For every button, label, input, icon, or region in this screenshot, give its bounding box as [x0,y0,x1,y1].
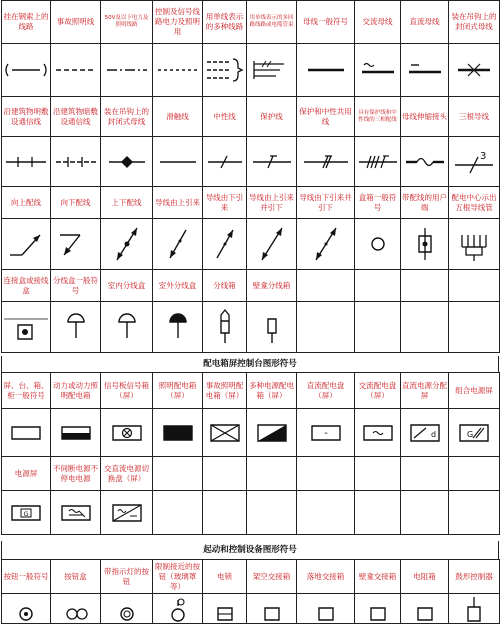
label-cell: 50V及以下电力及照明线路 [101,1,153,44]
label-cell: 限制接近的按钮（玻璃罩等） [153,560,203,594]
label-cell [203,457,247,491]
indoor-distribution-box-symbol [101,302,153,353]
label-cell: 沿建筑物暗敷设通信线 [51,97,101,137]
label-cell: 上下配线 [101,187,153,219]
label-cell [355,270,401,302]
label-cell: 室外分线盒 [153,270,203,302]
power-supply-panel-symbol [2,491,51,535]
label-cell: 交流配电盘（屏） [355,373,401,409]
label-cell: 交直流电源切换盘（屏） [101,457,153,491]
outdoor-distribution-box-symbol [153,302,203,353]
ac-busbar-symbol [355,44,401,97]
empty-cell [247,491,297,535]
label-cell: 保护和中性共用线 [297,97,355,137]
three-label: 3 [480,150,487,162]
label-cell: 滑触线 [153,97,203,137]
label-cell: 信号板信号箱（屏） [101,373,153,409]
table-row [2,187,500,219]
wiring-up-symbol [2,219,51,270]
indicator-button-symbol [101,594,153,624]
overhead-cross-box-symbol [247,594,297,624]
exposed-comm-line-symbol [2,137,51,187]
busbar-symbol [297,44,355,97]
label-cell [401,457,449,491]
box-general-symbol [355,219,401,270]
label-cell: 壁龛分线箱 [247,270,297,302]
multi-source-panel-symbol [247,409,297,457]
label-cell: 母线一般符号 [297,1,355,44]
distribution-cabinet-symbol [203,302,247,353]
label-cell: 用单线表示的多种线路 [203,1,247,44]
table-row [2,373,500,409]
busbar-expansion-joint-symbol [401,137,449,187]
g-label: G [23,509,29,518]
wiring-symbol-table [1,0,500,353]
label-cell: 挂在钢索上的线路 [2,1,51,44]
label-cell: 屏、台、箱、柜一般符号 [2,373,51,409]
low-voltage-line-symbol [101,44,153,97]
panel-symbol-table [1,372,500,535]
user-terminal-symbol [401,219,449,270]
label-cell: 落地交接箱 [297,560,355,594]
label-cell: 鼓形控制器 [449,560,500,594]
hook-busbar-symbol [101,137,153,187]
table-row [2,560,500,594]
label-cell: 盒箱一般符号 [355,187,401,219]
label-cell: 向下配线 [51,187,101,219]
label-cell: 装在吊钩上的封闭式母线 [449,1,500,44]
label-cell: 事故照明线 [51,1,101,44]
label-cell: 电源屏 [2,457,51,491]
neutral-line-symbol [203,137,247,187]
label-cell: 架空交接箱 [247,560,297,594]
lead-from-above-and-down-symbol [247,219,297,270]
table-row [2,302,500,353]
empty-cell [449,491,500,535]
button-box-symbol [51,594,101,624]
label-cell: 壁龛交接箱 [355,560,401,594]
button-symbol [2,594,51,624]
trolley-line-symbol [153,137,203,187]
table-row [2,457,500,491]
ac-dc-switch-panel-symbol [101,491,153,535]
control-symbol-table [1,559,500,624]
multi-circuit-symbol [247,44,297,97]
d-label: d [430,429,436,439]
drum-controller-symbol [449,594,500,624]
label-cell [297,457,355,491]
label-cell: 直流电源分配屏 [401,373,449,409]
label-cell: 不间断电源不停电电源 [51,457,101,491]
empty-cell [203,491,247,535]
table-row [2,491,500,535]
label-cell: 组合电源屏 [449,373,500,409]
label-cell: 多种电源配电箱（屏） [247,373,297,409]
pen-line-symbol [297,137,355,187]
label-cell [401,270,449,302]
label-cell: 动力或动力照明配电箱 [51,373,101,409]
restricted-button-symbol [153,594,203,624]
label-cell: 导线由下引来并引下 [297,187,355,219]
dc-busbar-symbol [401,44,449,97]
label-cell: 导线由上引来并引下 [247,187,297,219]
power-distribution-box-symbol [51,409,101,457]
label-cell: 直流母线 [401,1,449,44]
enclosed-busbar-symbol [449,44,500,97]
label-cell: 连接盒或接线盒 [2,270,51,302]
label-cell: 带配线的用户端 [401,187,449,219]
ac-panel-symbol [355,409,401,457]
label-cell: 电阻箱 [401,560,449,594]
panel-general-symbol [2,409,51,457]
label-cell [297,270,355,302]
wiring-down-symbol [51,219,101,270]
label-cell: 控制及信号线路电力及照明用 [153,1,203,44]
table-row [2,137,500,187]
label-cell: 中性线 [203,97,247,137]
label-cell [449,270,500,302]
floor-cross-box-symbol [297,594,355,624]
label-cell: 电锁 [203,560,247,594]
label-cell [153,457,203,491]
emergency-line-symbol [51,44,101,97]
emergency-panel-symbol [203,409,247,457]
label-cell: 装在吊钩上的封闭式母线 [101,97,153,137]
lead-from-above-symbol [153,219,203,270]
label-cell: 保护线 [247,97,297,137]
ups-symbol [51,491,101,535]
label-cell: 三根导线 [449,97,500,137]
label-cell: 具有保护线和中性线的三相配线 [355,97,401,137]
label-cell [247,457,297,491]
wall-recessed-box-symbol [247,302,297,353]
label-cell: 分线盒一般符号 [51,270,101,302]
label-cell: 向上配线 [2,187,51,219]
table-row [2,1,500,44]
resistor-box-symbol [401,594,449,624]
empty-cell [401,302,449,353]
multi-line-symbol [203,44,247,97]
section-title: 起动和控制设备图形符号 [1,541,499,559]
label-cell: 分线箱 [203,270,247,302]
empty-cell [355,302,401,353]
dc-label: - [323,427,328,439]
empty-cell [297,491,355,535]
three-conductors-symbol [449,137,500,187]
dc-panel-symbol [297,409,355,457]
empty-cell [449,302,500,353]
label-cell: 事故照明配电箱（屏） [203,373,247,409]
junction-box-symbol [2,302,51,353]
label-cell: 导线由上引来 [153,187,203,219]
dc-distribution-panel-symbol [401,409,449,457]
label-cell: 导线由下引来 [203,187,247,219]
label-cell: 照明配电箱（屏） [153,373,203,409]
distribution-box-symbol [51,302,101,353]
three-phase-line-symbol [355,137,401,187]
empty-cell [401,491,449,535]
lead-from-below-and-down-symbol [297,219,355,270]
concealed-comm-line-symbol [51,137,101,187]
empty-cell [297,302,355,353]
catenary-line-symbol [2,44,51,97]
lighting-panel-symbol [153,409,203,457]
control-line-symbol [153,44,203,97]
label-cell: 母线伸缩接头 [401,97,449,137]
wiring-up-down-symbol [101,219,153,270]
label-cell: 按钮一般符号 [2,560,51,594]
distribution-center-symbol [449,219,500,270]
table-row [2,97,500,137]
label-cell: 室内分线盒 [101,270,153,302]
empty-cell [355,491,401,535]
wall-cross-box-symbol [355,594,401,624]
label-cell: 交流母线 [355,1,401,44]
label-cell: 按钮盒 [51,560,101,594]
table-row [2,270,500,302]
section-title: 配电箱屏控制台图形符号 [1,356,499,372]
label-cell: 带指示灯的按钮 [101,560,153,594]
g-label: G [467,429,474,439]
signal-box-symbol [101,409,153,457]
label-cell: 直流配电盘（屏） [297,373,355,409]
table-row [2,219,500,270]
label-cell: 用单线表示的多回路线路或电缆管束 [247,1,297,44]
table-row [2,44,500,97]
table-row [2,594,500,624]
combined-power-panel-symbol [449,409,500,457]
electric-lock-symbol [203,594,247,624]
label-cell: 沿建筑物明敷设通信线 [2,97,51,137]
label-cell [355,457,401,491]
empty-cell [153,491,203,535]
table-row [2,409,500,457]
lead-from-below-symbol [203,219,247,270]
label-cell: 配电中心示出五根导线管 [449,187,500,219]
protective-line-symbol [247,137,297,187]
label-cell [449,457,500,491]
